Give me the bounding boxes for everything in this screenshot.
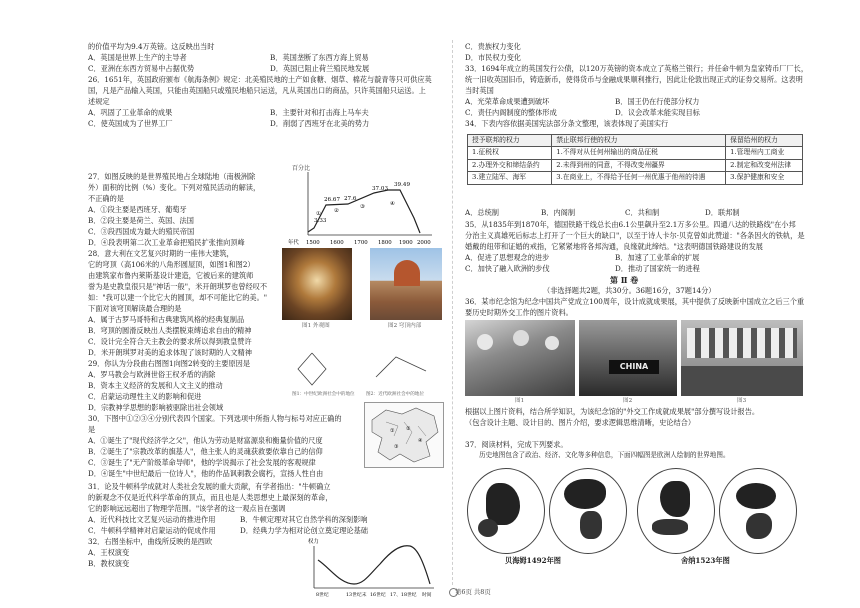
diagram2-shape	[376, 357, 426, 377]
page-footer: 第6页 共8页	[455, 588, 491, 596]
chart32-x-3: 17、18世纪	[390, 593, 417, 598]
q28-line-4: 誉为是史教皇很只是"神话一般"，米开朗琪罗也曾经叹不	[88, 282, 268, 291]
diplomacy-photo-1	[465, 320, 575, 396]
q28-line-1: 28．意大利在文艺复兴时期的一座伟大建筑，	[88, 249, 234, 258]
q35-line-2: 分治主义真雄死后标志上打开了一个巨大的缺口"，以至于诗人卡尔·贝克曾如此赞道："各条因火的铁轨，是	[465, 231, 805, 240]
table-header: 授予联邦的权力	[468, 135, 552, 147]
x-label-1: 1500	[306, 240, 320, 246]
chart32-x-2: 16世纪	[370, 593, 386, 598]
q25-option-c: C．亚洲在东西方贸易中占据优势	[88, 64, 195, 73]
power-diagrams	[292, 343, 438, 397]
table-row	[468, 172, 803, 184]
photo1-caption: 图1	[515, 398, 525, 404]
q26-option-a: A．巩固了工业革命的成果	[88, 108, 173, 117]
q31-option-b: B．牛顿定理对其它自然学科的深刻影响	[240, 515, 368, 524]
q30-option-c: C．③诞生了"无产阶级革命导师"，他的学说揭示了社会发展的客观规律	[88, 458, 316, 467]
q27-line-1: 27．如图反映的是世界殖民地占全球陆地（南极洲除	[88, 172, 256, 181]
table-header: 保留给州的权力	[726, 135, 803, 147]
globe-4	[719, 468, 797, 554]
globe-1	[467, 468, 545, 554]
china-sign: CHINA	[609, 360, 659, 374]
diplomacy-photo-3	[681, 320, 803, 396]
europe-map	[364, 402, 444, 468]
table-cell: 2.制定和改变州法律	[726, 159, 803, 171]
q33-option-a: A．光荣革命成果遭到破坏	[465, 97, 550, 106]
q32-option-b: B．教权演变	[88, 559, 130, 568]
fig29-2-caption: 图2：近代欧洲社会中的地位	[366, 392, 425, 397]
q35-option-a: A．促进了思想观念的进步	[465, 253, 550, 262]
diagram1-shape	[298, 353, 326, 385]
table-cell: 1.管理州内工商业	[726, 147, 803, 159]
segment-2: ②	[334, 208, 340, 214]
q29-line-1: 29．你认为分段曲右图图1向图2转变的主要原因是	[88, 359, 251, 368]
chart-title: 百分比	[292, 165, 311, 172]
point-label-4: 37.03	[372, 186, 389, 192]
q26-option-c: C．使英国成为了世界工厂	[88, 119, 173, 128]
q33-line-3: 当时英国	[465, 86, 494, 95]
q35-option-b: B．加速了工业革命的扩展	[615, 253, 700, 262]
q27-option-d: D．④段表明第二次工业革命把殖民扩张推向顶峰	[88, 238, 245, 247]
q27-option-b: B．②段主要是荷兰、英国、法国	[88, 216, 194, 225]
segment-1: ①	[316, 211, 322, 217]
q28-line-2: 它的穹顶（高106米的八角形圆屋顶，如图1和图2）	[88, 260, 255, 269]
segment-3: ③	[360, 204, 366, 210]
table-row	[468, 159, 803, 171]
part2-title: 第 Ⅱ 卷	[610, 275, 639, 285]
part2-subtitle: （非选择题共2题，共30分。36题16分，37题14分）	[543, 286, 716, 295]
q30-option-d: D．④诞生"中世纪最后一位诗人"，他的作品讽刺教会腐朽，宣扬人性自由	[88, 469, 324, 478]
q31-option-d: D．经典力学为相对论创立奠定理论基础	[240, 526, 368, 535]
q26-line-3: 述规定	[88, 97, 110, 106]
fig2-caption: 图2 穹顶内部	[388, 323, 422, 329]
q33-option-b: B．国王仍在行使部分权力	[615, 97, 700, 106]
globe-3	[637, 468, 715, 554]
q32-line-1: 32．右图坐标中，曲线所反映的是西欧	[88, 537, 213, 546]
q27-line-2: 外）面积的比例（%）变化。下列对殖民活动的解读，	[88, 183, 261, 192]
point-label-1: 3.33	[314, 218, 327, 224]
q28-line-5: 如："我可以建一个比它大的圆顶，却不可能比它的美。"	[88, 293, 268, 302]
map-caption-1: 贝海姆1492年图	[505, 556, 561, 565]
fig29-1-caption: 图1：中世纪欧洲社会中的地位	[292, 392, 355, 397]
q31-line-1: 31．论及牛顿科学成就对人类社会发展的重大贡献，有学者指出："牛顿确立	[88, 482, 331, 491]
point-label-3: 27.6	[344, 196, 357, 202]
point-label-2: 26.67	[324, 197, 341, 203]
q35-line-3: 婚戴的纽带和证婚的戒指，它紧紧地将各邦沟通，良缘就此缔结。"这表明德国铁路建设的发展	[465, 242, 763, 251]
chart32-curve	[318, 546, 430, 584]
table-header: 禁止联邦行使的权力	[552, 135, 726, 147]
q29-option-a: A．罗马教会与欧洲世俗王权矛盾的消除	[88, 370, 216, 379]
q26-option-b: B．主要针对和打击海上马车夫	[270, 108, 369, 117]
q34-option-a: A．总统制	[465, 208, 499, 217]
q35-option-d: D．推动了国家统一的进程	[615, 264, 700, 273]
q36-after-2: （包含设计主题、设计目的、图片介绍，要求逻辑思维清晰，史论结合）	[465, 418, 696, 427]
point-label-5: 39.49	[394, 182, 411, 188]
chart32-x-0: 8世纪	[316, 593, 329, 598]
q35-line-1: 35．从1835年到1870年，德国铁路干线总长由6.1公里飙升至2.1万多公里。四通八达的铁路线"在小邦	[465, 220, 796, 229]
dome-interior-photo	[282, 248, 352, 320]
q26-line-1: 26．1651年，英国政府颁布《航海条例》规定：北美殖民地的土产如食糖、烟草、棉花与靛青等只可供应英	[88, 75, 432, 84]
q33-line-1: 33．1694年成立的英国发行公债，以120万英镑的资本成立了英格兰银行；并任命牛顿为皇家铸币厂厂长，	[465, 64, 809, 73]
x-label-5: 1900	[399, 240, 413, 246]
q32-option-a: A．王权演变	[88, 548, 130, 557]
q30-option-b: B．②诞生了"宗教改革的旗基人"，他主张人的灵魂获救要依靠自己的信仰	[88, 447, 323, 456]
q36-line-2: 要历史时期外交工作的图片资料。	[465, 308, 573, 317]
q26-option-d: D．削弱了西班牙在北美的势力	[270, 119, 370, 128]
q28-option-b: B．穹顶的圆滑反映出人类摆脱束缚追求自由的精神	[88, 326, 252, 335]
q32-option-d: D．市民权力变化	[465, 53, 522, 62]
q29-option-c: C．启蒙运动理性主义的影响和促进	[88, 392, 202, 401]
constitution-table	[467, 134, 803, 185]
x-label-3: 1700	[354, 240, 368, 246]
q37-stem: 37．阅读材料，完成下列要求。	[465, 440, 568, 449]
q27-option-c: C．③段西国成为最大的殖民帝国	[88, 227, 195, 236]
table-header-row	[468, 135, 803, 147]
x-label-6: 2000	[417, 240, 431, 246]
x-label-4: 1800	[378, 240, 392, 246]
q27-line-3: 不正确的是	[88, 194, 124, 203]
q28-option-d: D．米开朗琪罗对美的追求体现了该时期的人文精神	[88, 348, 252, 357]
left-column	[88, 0, 436, 608]
svg-text:②: ②	[406, 426, 411, 432]
q25-option-a: A．英国是世界上生产的主导者	[88, 53, 187, 62]
q37-material: 历史地图包含了政治、经济、文化等多种信息，下面四幅图是欧洲人绘制的世界地图。	[479, 451, 730, 459]
q30-line-2: 是	[88, 425, 96, 434]
q29-option-b: B．资本主义经济的发展和人文主义的推动	[88, 381, 223, 390]
chart32-x-1: 13世纪末	[346, 593, 367, 598]
column-divider	[452, 40, 453, 585]
table-cell: 3.保护健康和安全	[726, 172, 803, 184]
q30-option-a: A．①诞生了"现代经济学之父"，他认为劳动是财富源泉和衡量价值的尺度	[88, 436, 323, 445]
power-curve-chart	[306, 534, 436, 598]
diplomacy-photo-2	[579, 320, 677, 396]
q33-option-c: C．责任内阁制度的整体形成	[465, 108, 557, 117]
q35-option-c: C．加快了融入欧洲的步伐	[465, 264, 550, 273]
q31-line-2: 的新观念不仅是近代科学革命的顶点，而且也是人类思想史上最深刻的革命，	[88, 493, 333, 502]
q28-option-a: A．属于古罗马哥特和古典建筑风格的经典复制品	[88, 315, 245, 324]
table-cell: 3.建立陆军、海军	[468, 172, 552, 184]
q34-stem: 34．下表内容依据美国宪法部分条文整理，该表体现了美国实行	[465, 119, 669, 128]
q34-option-c: C．共和制	[625, 208, 660, 217]
q36-line-1: 36．某市纪念馆为纪念中国共产党成立100周年，设计成就成果展，其中提供了反映新中国成立之后三个重	[465, 297, 805, 306]
q30-line-1: 30．下图中①②③④分别代表四个国家。下列选项中所指人物与标号对应正确的	[88, 414, 342, 423]
right-column	[465, 0, 809, 608]
svg-text:③: ③	[394, 444, 399, 450]
q26-line-2: 国，凡是产品输入英国，只能由英国船只或殖民地船只运送，凡从英国出口的商品，只许英国船只运送。上	[88, 86, 426, 95]
colony-area-chart	[286, 160, 436, 248]
fig1-caption: 图1 外观图	[302, 323, 330, 329]
table-row	[468, 147, 803, 159]
q28-line-3: 由建筑家布鲁内莱斯基设计建造，它被后来的建筑师	[88, 271, 254, 280]
map-caption-2: 舍纳1523年图	[681, 556, 730, 565]
q33-option-d: D．议会改革未能实现目标	[615, 108, 700, 117]
table-cell: 1.不得对从任何州输出的商品征税	[552, 147, 726, 159]
q29-option-d: D．宗教神学思想的影响被驱除出社会领域	[88, 403, 224, 412]
dome-exterior-photo	[370, 248, 442, 320]
q34-option-d: D．联邦制	[705, 208, 740, 217]
segment-4: ④	[390, 201, 396, 207]
q31-option-a: A．近代科技比文艺复兴运动的推进作用	[88, 515, 216, 524]
table-cell: 1.征税权	[468, 147, 552, 159]
q28-option-c: C．设计完全符合天主教会的要求所以得到教皇赞许	[88, 337, 252, 346]
table-cell: 3.在商业上，不得给予任何一州优惠于他州的待遇	[552, 172, 726, 184]
q32-option-c: C．贵族权力变化	[465, 42, 521, 51]
q34-option-b: B．内阁制	[541, 208, 576, 217]
table-cell: 2.未得到州的同意，不得改变州疆界	[552, 159, 726, 171]
q28-line-6: 下面对该穹顶解读最合理的是	[88, 304, 182, 313]
q25-tail: 的价值平均为9.4万英镑。这反映出当时	[88, 42, 215, 51]
x-label-2: 1600	[330, 240, 344, 246]
q25-option-d: D．英国已阻止荷兰殖民地发展	[270, 64, 370, 73]
q36-after-1: 根据以上图片资料，结合所学知识，为该纪念馆的"外交工作成就成果展"部分撰写设计报告。	[465, 407, 760, 416]
photo2-caption: 图2	[623, 398, 633, 404]
q27-option-a: A．①段主要是西班牙、葡萄牙	[88, 205, 187, 214]
q25-option-b: B．英国垄断了东西方海上贸易	[270, 53, 369, 62]
q31-option-c: C．牛顿科学精神对启蒙运动的促成作用	[88, 526, 216, 535]
chart32-ylabel: 权力	[308, 539, 319, 545]
globe-2	[549, 468, 627, 554]
svg-text:④: ④	[418, 438, 423, 444]
chart32-x-4: 时间	[422, 593, 432, 598]
q33-line-2: 统一旧收英国旧币，铸造新币，使得货币与金融成果顺利推行，因此让伦敦出现正式的证券交易所。这表明	[465, 75, 803, 84]
x-label-0: 年代	[288, 240, 299, 246]
dome-shape	[394, 260, 420, 286]
svg-text:①: ①	[390, 428, 395, 434]
photo3-caption: 图3	[737, 398, 747, 404]
table-cell: 2.办理外交和缔结条约	[468, 159, 552, 171]
q31-line-3: 它的影响远远超出了物理学范围。"该学者的这一观点旨在强调	[88, 504, 286, 513]
